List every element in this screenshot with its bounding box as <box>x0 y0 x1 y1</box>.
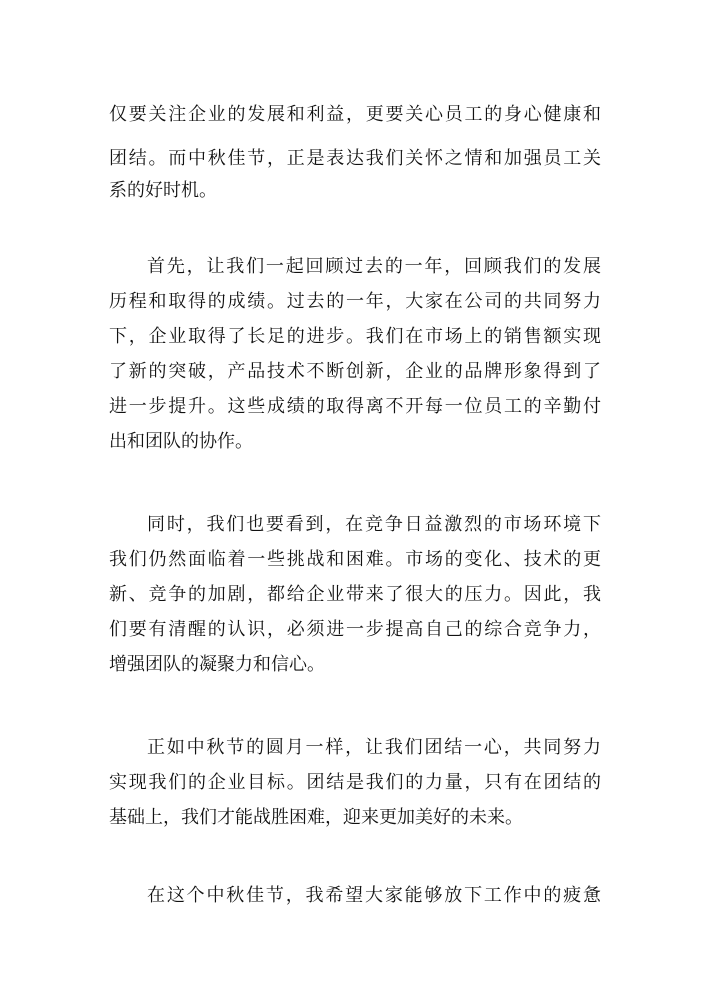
paragraph-4-line-1: 正如中秋节的圆月一样，让我们团结一心，共同努力 <box>147 737 601 758</box>
paragraph-4-line-3: 基础上，我们才能战胜困难，迎来更加美好的未来。 <box>109 807 523 828</box>
paragraph-2-line-6: 出和团队的协作。 <box>109 431 253 452</box>
paragraph-3-line-5: 增强团队的凝聚力和信心。 <box>109 654 325 675</box>
paragraph-2-line-4: 了新的突破，产品技术不断创新，企业的品牌形象得到了 <box>109 361 601 382</box>
paragraph-3-line-1: 同时，我们也要看到，在竞争日益激烈的市场环境下 <box>147 514 601 535</box>
paragraph-3-line-3: 新、竞争的加剧，都给企业带来了很大的压力。因此，我 <box>109 584 601 605</box>
paragraph-3-line-4: 们要有清醒的认识，必须进一步提高自己的综合竞争力， <box>109 619 601 640</box>
paragraph-1-line-1: 仅要关注企业的发展和利益，更要关心员工的身心健康和 <box>109 104 601 125</box>
paragraph-1-line-2: 团结。而中秋佳节，正是表达我们关怀之情和加强员工关 <box>109 148 601 169</box>
paragraph-1-line-3: 系的好时机。 <box>109 180 217 201</box>
paragraph-4-line-2: 实现我们的企业目标。团结是我们的力量，只有在团结的 <box>109 772 601 793</box>
paragraph-2-line-2: 历程和取得的成绩。过去的一年，大家在公司的共同努力 <box>109 291 601 312</box>
paragraph-3-line-2: 我们仍然面临着一些挑战和困难。市场的变化、技术的更 <box>109 549 601 570</box>
paragraph-5-line-1: 在这个中秋佳节，我希望大家能够放下工作中的疲惫 <box>147 885 601 906</box>
paragraph-2-line-5: 进一步提升。这些成绩的取得离不开每一位员工的辛勤付 <box>109 396 601 417</box>
paragraph-2-line-3: 下，企业取得了长足的进步。我们在市场上的销售额实现 <box>109 326 601 347</box>
paragraph-2-line-1: 首先，让我们一起回顾过去的一年，回顾我们的发展 <box>147 256 601 277</box>
